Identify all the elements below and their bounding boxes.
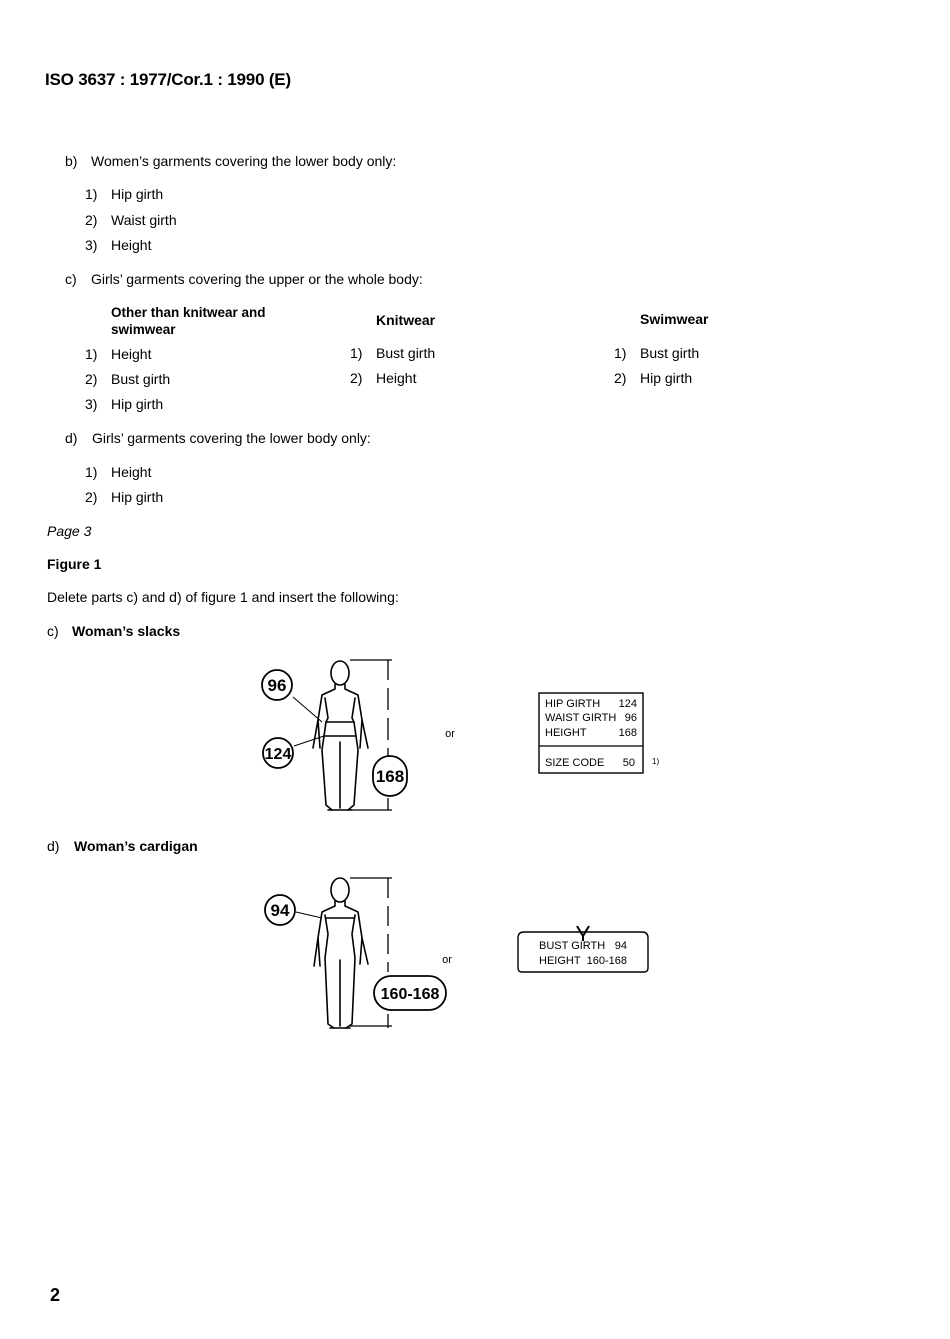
list-item-number: 1) (614, 345, 627, 361)
section-b-label: b) (65, 153, 78, 169)
waist-girth-circle: 96 (267, 676, 287, 695)
woman-figure-icon (313, 661, 368, 810)
or-text: or (445, 728, 455, 740)
list-item: Bust girth (640, 345, 700, 361)
list-item: Bust girth (111, 371, 171, 387)
section-d-label: d) (65, 430, 78, 446)
list-item-number: 2) (85, 212, 98, 228)
list-item: Hip girth (640, 370, 693, 386)
section-c-label: c) (65, 271, 77, 287)
list-item-number: 2) (614, 370, 627, 386)
column-heading-swimwear: Swimwear (640, 311, 709, 327)
figure-c-title: Woman’s slacks (72, 623, 181, 639)
list-item: Height (111, 346, 152, 362)
column-heading-other: Other than knitwear and swimwear (111, 305, 266, 337)
page-reference: Page 3 (47, 523, 92, 539)
page-number: 2 (50, 1285, 61, 1305)
section-b-text: Women’s garments covering the lower body only: (91, 153, 397, 169)
list-item: Height (111, 464, 152, 480)
label-row-key: HEIGHT (539, 955, 581, 967)
figure-reference: Figure 1 (47, 556, 102, 572)
size-code-value: 50 (622, 757, 635, 769)
label-row-value: 124 (618, 698, 637, 710)
column-heading-knitwear: Knitwear (376, 312, 436, 328)
label-row-key: BUST GIRTH (539, 940, 606, 952)
list-item: Height (111, 237, 152, 253)
figure-d-title: Woman’s cardigan (74, 838, 198, 854)
list-item: Waist girth (111, 212, 177, 228)
label-row-key: HEIGHT (545, 727, 587, 739)
label-row-value: 94 (614, 940, 627, 952)
list-item: Hip girth (111, 489, 164, 505)
cardigan-figure (250, 868, 670, 1038)
hip-girth-circle: 124 (264, 746, 292, 763)
label-row-value: 160-168 (586, 955, 627, 967)
list-item-number: 1) (350, 345, 363, 361)
list-item-number: 3) (85, 237, 98, 253)
label-row-value: 168 (618, 727, 637, 739)
list-item: Height (376, 370, 417, 386)
height-circle: 168 (375, 767, 405, 786)
list-item-number: 1) (85, 346, 98, 362)
section-d-text: Girls’ garments covering the lower body only: (92, 430, 371, 446)
woman-figure-icon (314, 878, 368, 1028)
list-item: Hip girth (111, 396, 164, 412)
document-header: ISO 3637 : 1977/Cor.1 : 1990 (E) (45, 70, 291, 89)
list-item-number: 2) (85, 371, 98, 387)
list-item-number: 1) (85, 186, 98, 202)
instruction-text: Delete parts c) and d) of figure 1 and insert the following: (47, 589, 399, 605)
size-code-key: SIZE CODE (545, 757, 605, 769)
height-range-circle: 160-168 (380, 986, 440, 1003)
label-row-value: 96 (624, 712, 637, 724)
or-text: or (442, 954, 452, 966)
list-item: Hip girth (111, 186, 164, 202)
list-item-number: 2) (350, 370, 363, 386)
bust-girth-circle: 94 (270, 901, 290, 920)
list-item-number: 1) (85, 464, 98, 480)
section-c-text: Girls’ garments covering the upper or the whole body: (91, 271, 423, 287)
slacks-figure (250, 650, 680, 820)
figure-d-label: d) (47, 838, 60, 854)
figure-c-label: c) (47, 623, 59, 639)
footnote-mark: 1) (652, 757, 660, 766)
list-item-number: 3) (85, 396, 98, 412)
list-item: Bust girth (376, 345, 436, 361)
label-row-key: WAIST GIRTH (545, 712, 617, 724)
list-item-number: 2) (85, 489, 98, 505)
label-row-key: HIP GIRTH (545, 698, 601, 710)
